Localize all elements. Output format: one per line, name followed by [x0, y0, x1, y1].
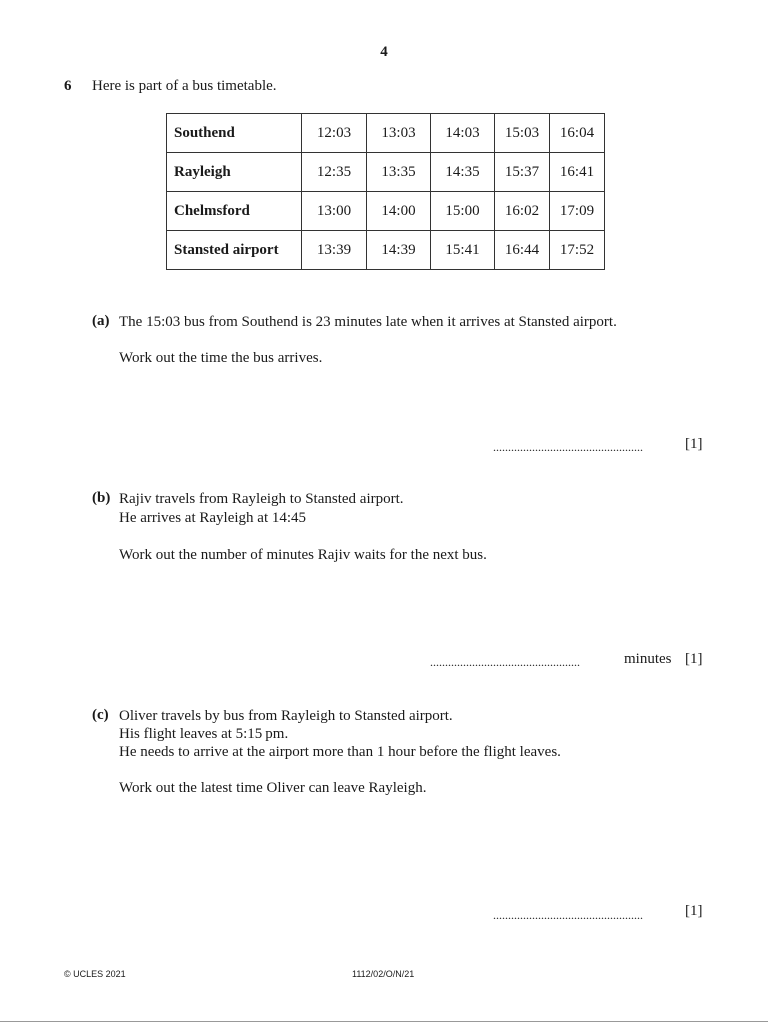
- departure-time: 14:39: [367, 231, 431, 270]
- departure-time: 16:02: [495, 192, 550, 231]
- part-b-answer-line[interactable]: ..................................................: [430, 655, 580, 669]
- departure-time: 14:00: [367, 192, 431, 231]
- departure-time: 13:03: [367, 114, 431, 153]
- bus-timetable: [166, 113, 605, 270]
- timetable-row: [167, 114, 605, 153]
- departure-time: 12:35: [302, 153, 367, 192]
- stop-name: Chelmsford: [167, 192, 302, 231]
- part-a-text-2: Work out the time the bus arrives.: [119, 350, 323, 366]
- part-a-label: (a): [92, 313, 110, 329]
- timetable-row: [167, 231, 605, 270]
- departure-time: 15:41: [431, 231, 495, 270]
- part-b-text-2: He arrives at Rayleigh at 14:45: [119, 510, 307, 526]
- part-b-marks: [1]: [685, 651, 703, 667]
- part-c-text-3: He needs to arrive at the airport more than 1 hour before the flight leaves.: [119, 744, 561, 760]
- part-c-text-2: His flight leaves at 5:15 pm.: [119, 726, 289, 742]
- timetable-row: [167, 153, 605, 192]
- part-c-text-1: Oliver travels by bus from Rayleigh to Stansted airport.: [119, 708, 453, 724]
- part-a-answer-line[interactable]: ..................................................: [493, 440, 643, 454]
- question-number: 6: [64, 78, 72, 94]
- departure-time: 16:04: [550, 114, 605, 153]
- part-c-answer-line[interactable]: ..................................................: [493, 908, 643, 922]
- departure-time: 15:37: [495, 153, 550, 192]
- part-b-text-3: Work out the number of minutes Rajiv waits for the next bus.: [119, 547, 487, 563]
- part-c-marks: [1]: [685, 903, 703, 919]
- departure-time: 17:52: [550, 231, 605, 270]
- part-a-marks: [1]: [685, 436, 703, 452]
- part-b-unit: minutes: [624, 651, 672, 667]
- timetable-row: [167, 192, 605, 231]
- part-c-text-4: Work out the latest time Oliver can leave Rayleigh.: [119, 780, 427, 796]
- stop-name: Rayleigh: [167, 153, 302, 192]
- departure-time: 16:44: [495, 231, 550, 270]
- stop-name: Stansted airport: [167, 231, 302, 270]
- departure-time: 15:03: [495, 114, 550, 153]
- part-c-label: (c): [92, 707, 109, 723]
- departure-time: 12:03: [302, 114, 367, 153]
- departure-time: 13:35: [367, 153, 431, 192]
- page-bottom-edge: [0, 1021, 768, 1022]
- departure-time: 14:35: [431, 153, 495, 192]
- footer-paper-code: 1112/02/O/N/21: [352, 969, 415, 979]
- part-b-label: (b): [92, 490, 111, 506]
- part-a-text-1: The 15:03 bus from Southend is 23 minutes late when it arrives at Stansted airport.: [119, 314, 617, 330]
- footer-copyright: © UCLES 2021: [64, 969, 126, 979]
- stop-name: Southend: [167, 114, 302, 153]
- part-b-text-1: Rajiv travels from Rayleigh to Stansted airport.: [119, 491, 404, 507]
- question-intro: Here is part of a bus timetable.: [92, 78, 277, 94]
- page-number: 4: [380, 44, 388, 60]
- departure-time: 15:00: [431, 192, 495, 231]
- departure-time: 13:39: [302, 231, 367, 270]
- departure-time: 17:09: [550, 192, 605, 231]
- departure-time: 16:41: [550, 153, 605, 192]
- departure-time: 13:00: [302, 192, 367, 231]
- departure-time: 14:03: [431, 114, 495, 153]
